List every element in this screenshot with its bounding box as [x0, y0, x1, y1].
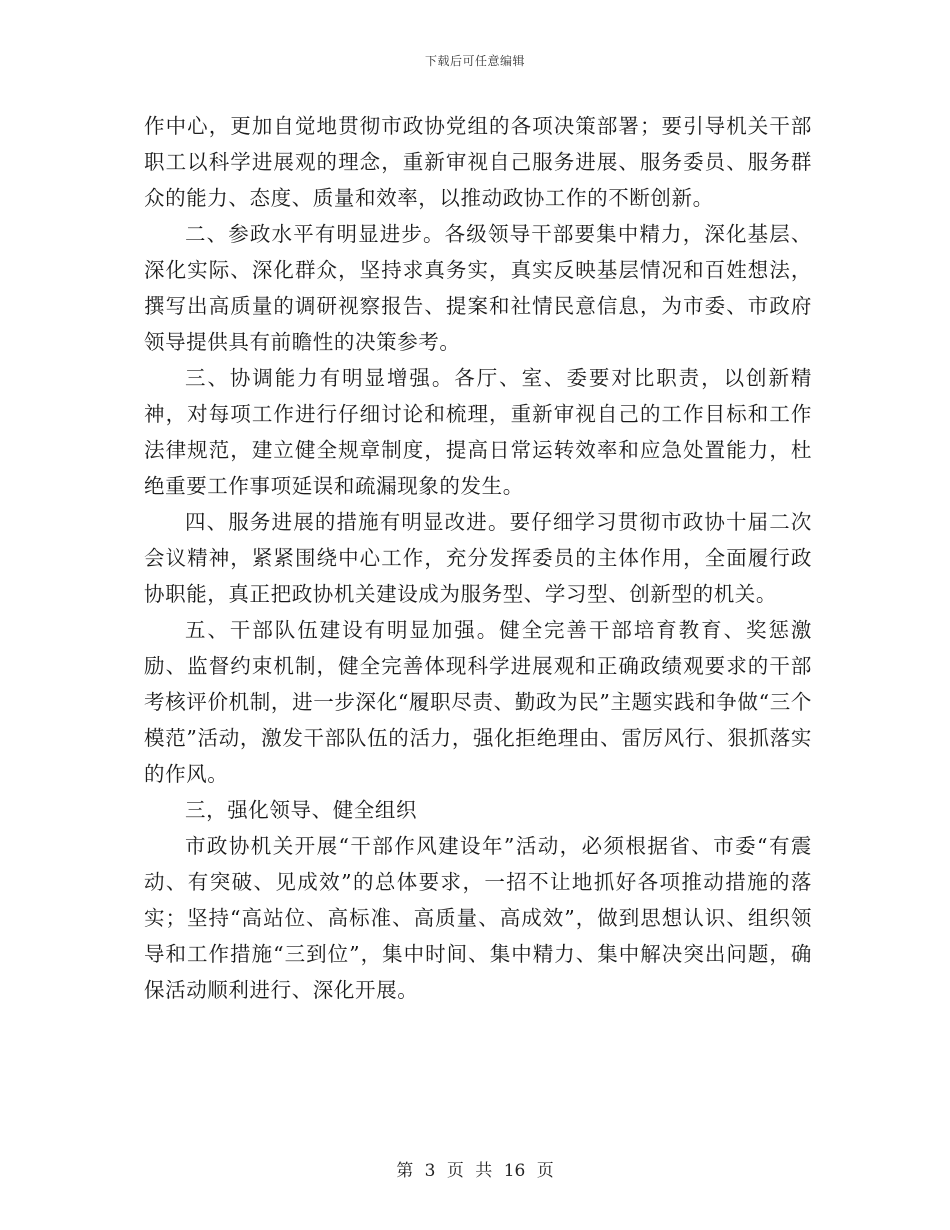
paragraph-item-3: 三、协调能力有明显增强。各厅、室、委要对比职责，以创新精神，对每项工作进行仔细讨论和梳理，重新审视自己的工作目标和工作法律规范，建立健全规章制度，提高日常运转效率和应急处置能力，杜绝重要工作事项延误和疏漏现象的发生。: [144, 366, 812, 498]
page-footer: 第 3 页 共 16 页: [396, 1161, 554, 1181]
paragraph-section-body: 市政协机关开展“干部作风建设年”活动，必须根据省、市委“有震动、有突破、见成效”的总体要求，一招不让地抓好各项推动措施的落实；坚持“高站位、高标准、高质量、高成效”，做到思想认识、组织领导和工作措施“三到位”，集中时间、集中精力、集中解决突出问题，确保活动顺利进行、深化开展。: [144, 834, 812, 1002]
paragraph-continuation: 作中心，更加自觉地贯彻市政协党组的各项决策部署；要引导机关干部职工以科学进展观的理念，重新审视自己服务进展、服务委员、服务群众的能力、态度、质量和效率，以推动政协工作的不断创新。: [144, 114, 812, 210]
document-body: [144, 108, 812, 1008]
paragraph-item-4: 四、服务进展的措施有明显改进。要仔细学习贯彻市政协十届二次会议精神，紧紧围绕中心工作，充分发挥委员的主体作用，全面履行政协职能，真正把政协机关建设成为服务型、学习型、创新型的机关。: [144, 510, 812, 606]
paragraph-item-2: 二、参政水平有明显进步。各级领导干部要集中精力，深化基层、深化实际、深化群众，坚持求真务实，真实反映基层情况和百姓想法，撰写出高质量的调研视察报告、提案和社情民意信息，为市委、市政府领导提供具有前瞻性的决策参考。: [144, 222, 812, 354]
page-header: 下载后可任意编辑: [424, 54, 525, 68]
section-heading: 三，强化领导、健全组织: [185, 798, 418, 822]
paragraph-item-5: 五、干部队伍建设有明显加强。健全完善干部培育教育、奖惩激励、监督约束机制，健全完善体现科学进展观和正确政绩观要求的干部考核评价机制，进一步深化“履职尽责、勤政为民”主题实践和争做“三个模范”活动，激发干部队伍的活力，强化拒绝理由、雷厉风行、狠抓落实的作风。: [144, 618, 812, 786]
